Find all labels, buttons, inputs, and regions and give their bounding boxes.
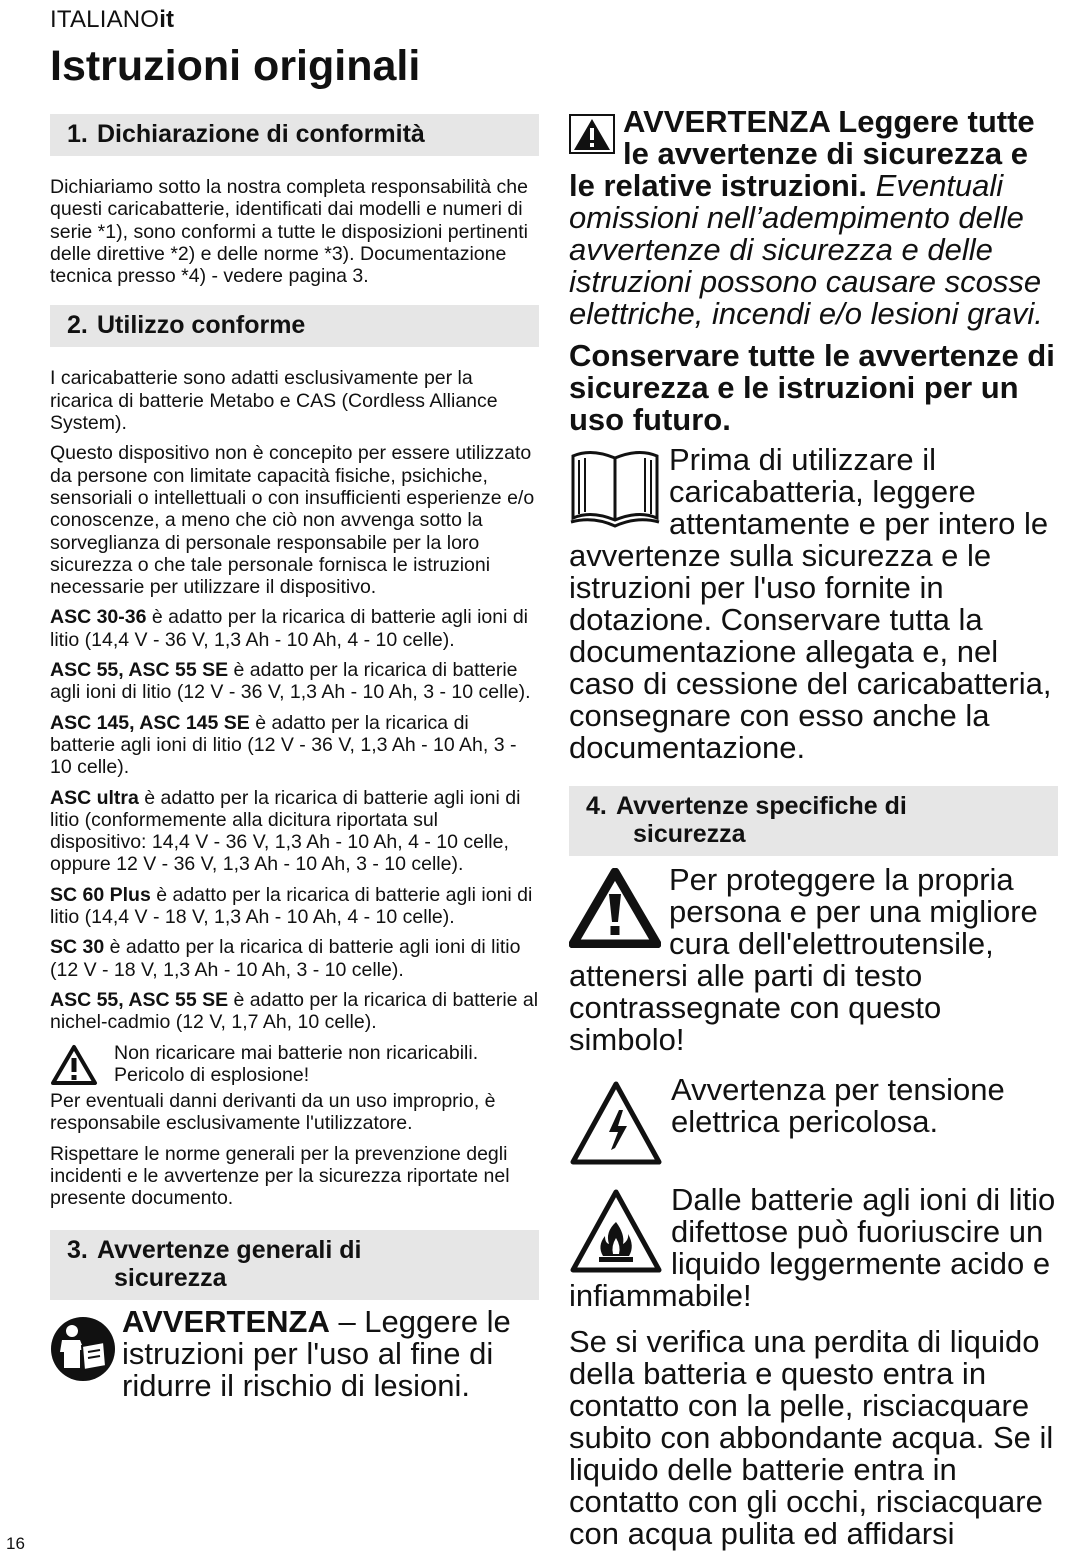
model-name: ASC ultra [50, 786, 139, 809]
voltage-warning-text: Avvertenza per tensione elettrica pericolosa. [671, 1072, 1005, 1139]
model-paragraph [50, 606, 539, 651]
section-title-continued: sicurezza [633, 820, 746, 848]
read-manual-icon [50, 1316, 116, 1382]
model-description: è adatto per la ricarica di batterie agli ioni di litio (14,4 V - 18 V, 1,3 Ah - 10 Ah, 4 - 10 celle). [50, 883, 533, 929]
model-name: ASC 145, ASC 145 SE [50, 711, 250, 734]
section-title: Avvertenze generali di [97, 1235, 362, 1264]
page-number: 16 [6, 1534, 25, 1553]
section-title-continued: sicurezza [114, 1263, 227, 1292]
general-warning-bold: AVVERTENZA Leggere tutte le avvertenze di sicurezza e le relative istruzioni. [569, 104, 1035, 203]
symbol-explanation [569, 864, 1058, 1056]
section-title: Avvertenze specifiche di [616, 792, 907, 820]
section-number: 1. [67, 120, 88, 148]
page-title: Istruzioni originali [50, 42, 421, 90]
section-2-heading [50, 305, 539, 347]
liability-text: Per eventuali danni derivanti da un uso improprio, è responsabile esclusivamente l'utilizzatore. [50, 1090, 496, 1135]
model-name: ASC 30-36 [50, 606, 147, 629]
section-title: Dichiarazione di conformità [97, 120, 425, 148]
warning-label: AVVERTENZA [122, 1303, 330, 1339]
model-name: SC 60 Plus [50, 883, 151, 906]
section-title: Utilizzo conforme [97, 311, 306, 340]
section-number: 2. [67, 311, 88, 340]
model-description: è adatto per la ricarica di batterie agli ioni di litio (conformemente alla dicitura riportata sul dispositivo: 14,4 V - 36 V, 1,3 Ah - 10 Ah, 4 - 10 celle, oppure 12 V - 36 V, 1,3 Ah - 10 Ah, 3 - 10 celle). [50, 786, 521, 876]
fire-warning-text: Dalle batterie agli ioni di litio difettose può fuoriuscire un liquido leggermente acido e infiammabile! [569, 1182, 1056, 1313]
warning-text: Non ricaricare mai batterie non ricaricabili. Pericolo di esplosione! [114, 1041, 479, 1086]
model-paragraph [50, 712, 539, 779]
explosion-warning [50, 1042, 539, 1087]
read-manual-text [122, 1303, 539, 1403]
section-number: 3. [67, 1235, 88, 1264]
warning-triangle-icon [569, 868, 661, 948]
keep-instructions-text: Conservare tutte le avvertenze di sicurezza e le istruzioni per un uso futuro. [569, 338, 1055, 437]
model-description: è adatto per la ricarica di batterie agli ioni di litio (12 V - 36 V, 1,3 Ah - 10 Ah, 3 - 10 celle). [50, 659, 531, 704]
read-instructions-block [569, 444, 1058, 764]
model-description: è adatto per la ricarica di batterie agli ioni di litio (12 V - 18 V, 1,3 Ah - 10 Ah, 3 - 10 celle). [50, 936, 521, 981]
section-4-heading [569, 786, 1058, 856]
model-name: ASC 55, ASC 55 SE [50, 659, 229, 682]
model-description: è adatto per la ricarica di batterie al nichel-cadmio (12 V, 1,7 Ah, 10 celle). [50, 988, 539, 1034]
right-column [569, 106, 1058, 1550]
warning-body: – Leggere le istruzioni per l'uso al fine di ridurre il rischio di lesioni. [122, 1303, 511, 1403]
voltage-warning [569, 1074, 1058, 1164]
symbol-explanation-text: Per proteggere la propria persona e per una migliore cura dell'elettroutensile, attenersi alle parti di testo contrassegnate con questo simbolo! [569, 862, 1038, 1057]
flammable-hazard-icon [569, 1188, 663, 1274]
fire-warning [569, 1184, 1058, 1312]
left-column [50, 114, 539, 1402]
read-instructions-text: Prima di utilizzare il caricabatteria, leggere attentamente e per intero le avvertenze sulla sicurezza e le istruzioni per l'uso fornite in dotazione. Conservare tutta la documentazione allegata e, nel caso di cessione del caricabatteria, consegnare con esso anche la documentazione. [569, 442, 1052, 765]
general-warning-italic: Eventuali omissioni nell’adempimento delle avvertenze di sicurezza e delle istruzioni possono causare scosse elettriche, incendi e/o lesioni gravi. [569, 168, 1043, 331]
electric-hazard-icon [569, 1080, 663, 1166]
model-name: ASC 55, ASC 55 SE [50, 988, 229, 1011]
conformity-text: Dichiariamo sotto la nostra completa responsabilità che questi caricabatterie, identificati dai modelli e numeri di serie *1), sono conformi a tutte le disposizioni pertinenti delle direttive *2) e delle norme *3). Documentazione tecnica presso *4) - vedere pagina 3. [50, 176, 528, 288]
language-label: ITALIANO [50, 6, 160, 33]
model-paragraph [50, 989, 539, 1034]
general-warning [569, 106, 1058, 330]
model-description: è adatto per la ricarica di batterie agli ioni di litio (12 V - 36 V, 1,3 Ah - 10 Ah, 3 - 10 celle). [50, 711, 517, 779]
warning-sign-icon [569, 114, 615, 154]
model-paragraph [50, 936, 539, 981]
intended-use-text: I caricabatterie sono adatti esclusivamente per la ricarica di batterie Metabo e CAS (Cordless Alliance System). [50, 367, 498, 435]
section-number: 4. [586, 792, 607, 820]
model-paragraph [50, 787, 539, 876]
model-paragraph [50, 884, 539, 929]
model-paragraph [50, 659, 539, 704]
leak-instructions-text: Se si verifica una perdita di liquido della batteria e questo entra in contatto con la pelle, risciacquare subito con abbondante acqua. Se il liquido delle batterie entra in contatto con gli occhi, risciacquare con acqua pulita ed affidarsi [569, 1324, 1054, 1551]
language-code: it [159, 6, 175, 33]
restriction-text: Questo dispositivo non è concepito per essere utilizzato da persone con limitate capacità fisiche, psichiche, sensoriali o intellettuali o con insufficienti esperienze e/o conoscenze, a meno che ciò non avvenga sotto la sorveglianza di personale responsabile per la loro sicurezza o che tale personale fornisca le istruzioni necessarie per utilizzare il dispositivo. [50, 442, 535, 599]
section-1-heading [50, 114, 539, 156]
regulations-text: Rispettare le norme generali per la prevenzione degli incidenti e le avvertenze per la sicurezza riportate nel presente documento. [50, 1142, 510, 1210]
book-icon [569, 446, 661, 530]
section-3-heading [50, 1230, 539, 1300]
model-name: SC 30 [50, 936, 105, 959]
model-description: è adatto per la ricarica di batterie agli ioni di litio (14,4 V - 36 V, 1,3 Ah - 10 Ah, 4 - 10 celle). [50, 606, 529, 651]
read-manual-warning [50, 1303, 539, 1403]
warning-triangle-icon [50, 1044, 98, 1086]
language-header [50, 6, 174, 34]
